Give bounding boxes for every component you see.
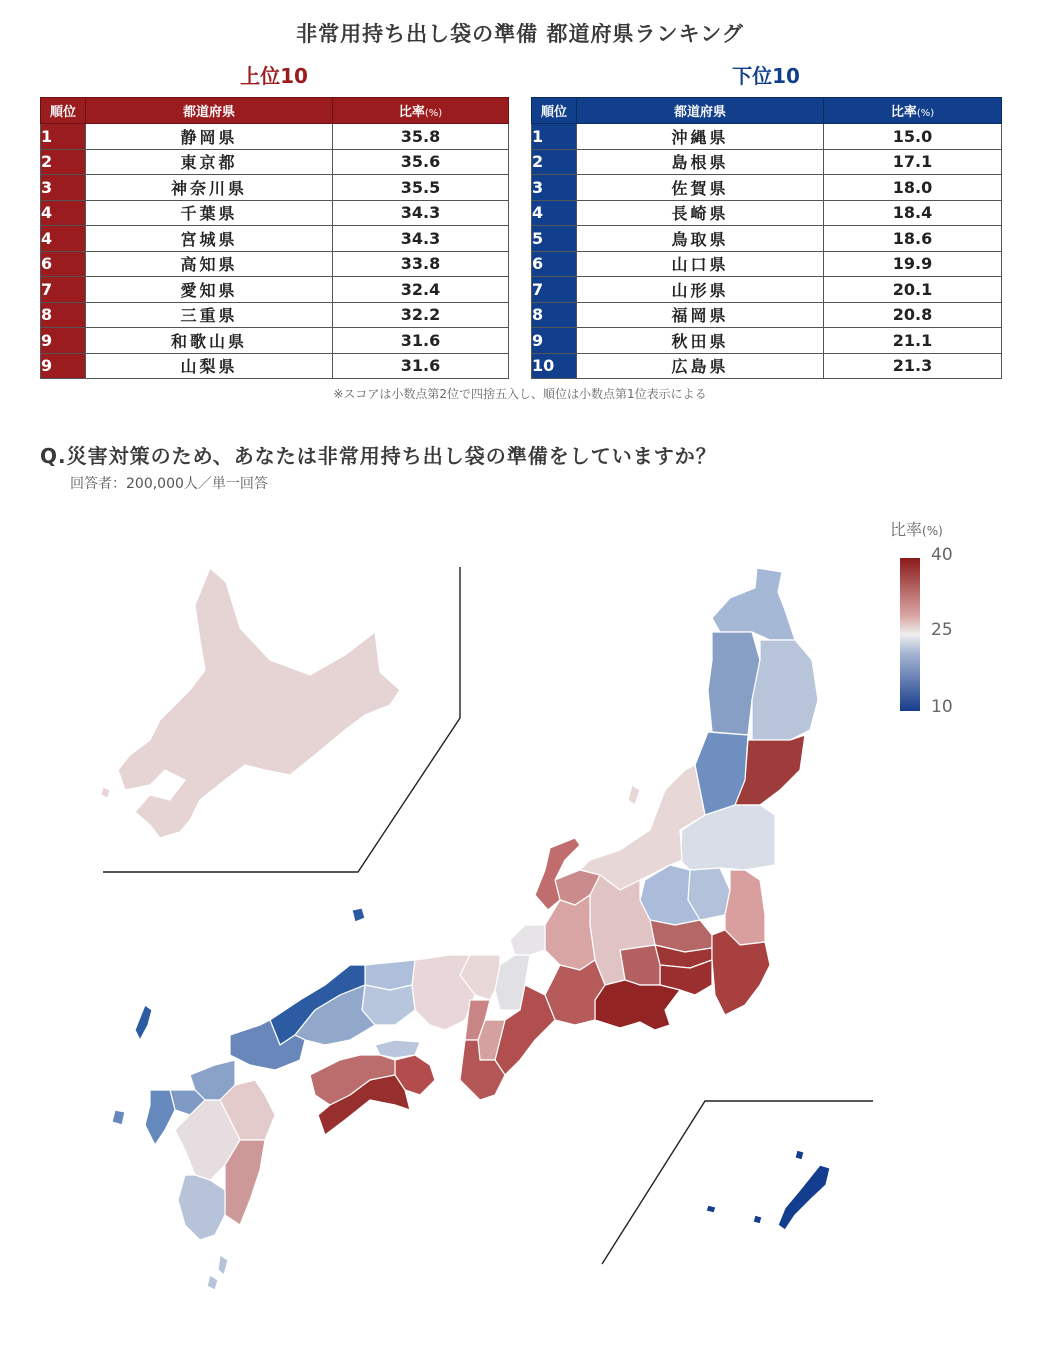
prefecture-cell: 神奈川県 xyxy=(86,175,333,201)
prefecture-cell: 宮城県 xyxy=(86,226,333,252)
ratio-cell: 35.6 xyxy=(333,149,509,175)
ratio-cell: 35.5 xyxy=(333,175,509,201)
prefecture-cell: 和歌山県 xyxy=(86,328,333,354)
region-nagasaki xyxy=(145,1090,175,1145)
rank-cell: 9 xyxy=(41,353,86,379)
respondent-info: 回答者：200,000人／単一回答 xyxy=(70,476,268,492)
score-note: ※スコアは小数点第2位で四捨五入し、順位は小数点第1位表示による xyxy=(333,387,707,401)
region-iwate xyxy=(752,640,818,740)
prefecture-cell: 三重県 xyxy=(86,302,333,328)
ratio-cell: 31.6 xyxy=(333,328,509,354)
rank-cell: 9 xyxy=(532,328,577,354)
rank-cell: 1 xyxy=(41,124,86,150)
rank-cell: 6 xyxy=(532,251,577,277)
prefecture-cell: 山梨県 xyxy=(86,353,333,379)
region-okinawa-isle-2 xyxy=(706,1205,716,1213)
ratio-cell: 18.6 xyxy=(824,226,1002,252)
ratio-cell: 17.1 xyxy=(824,149,1002,175)
rank-cell: 4 xyxy=(41,226,86,252)
region-hokkaido xyxy=(118,568,400,838)
rank-cell: 5 xyxy=(532,226,577,252)
rank-cell: 7 xyxy=(41,277,86,303)
prefecture-cell: 福岡県 xyxy=(577,302,824,328)
rank-cell: 4 xyxy=(532,200,577,226)
region-goto xyxy=(112,1110,125,1125)
prefecture-header: 都道府県 xyxy=(86,98,333,124)
ratio-cell: 21.3 xyxy=(824,353,1002,379)
legend-mid-label: 25 xyxy=(931,620,953,640)
prefecture-cell: 広島県 xyxy=(577,353,824,379)
prefecture-cell: 愛知県 xyxy=(86,277,333,303)
ratio-cell: 15.0 xyxy=(824,124,1002,150)
survey-question: Q.災害対策のため、あなたは非常用持ち出し袋の準備をしていますか？ xyxy=(40,444,717,468)
rank-cell: 10 xyxy=(532,353,577,379)
prefecture-header: 都道府県 xyxy=(577,98,824,124)
prefecture-cell: 長崎県 xyxy=(577,200,824,226)
ratio-cell: 18.4 xyxy=(824,200,1002,226)
region-okinawa xyxy=(778,1165,830,1230)
rank-cell: 3 xyxy=(41,175,86,201)
ratio-header: 比率(%) xyxy=(824,98,1002,124)
region-sado xyxy=(628,785,640,805)
ratio-cell: 18.0 xyxy=(824,175,1002,201)
rank-cell: 2 xyxy=(532,149,577,175)
legend-max-label: 40 xyxy=(931,545,953,565)
bottom10-heading: 下位10 xyxy=(732,64,800,88)
region-yakushima xyxy=(207,1275,218,1290)
rank-cell: 9 xyxy=(41,328,86,354)
region-tanegashima xyxy=(218,1255,228,1275)
region-ibaraki xyxy=(725,870,765,945)
ratio-cell: 31.6 xyxy=(333,353,509,379)
region-okinawa-isle-1 xyxy=(795,1150,804,1160)
okinawa-inset-frame xyxy=(602,1101,873,1264)
prefecture-cell: 秋田県 xyxy=(577,328,824,354)
prefecture-cell: 島根県 xyxy=(577,149,824,175)
prefecture-cell: 静岡県 xyxy=(86,124,333,150)
legend-min-label: 10 xyxy=(931,697,953,717)
ratio-cell: 34.3 xyxy=(333,226,509,252)
ratio-cell: 35.8 xyxy=(333,124,509,150)
prefecture-cell: 千葉県 xyxy=(86,200,333,226)
prefecture-cell: 高知県 xyxy=(86,251,333,277)
ratio-cell: 20.1 xyxy=(824,277,1002,303)
region-yamanashi xyxy=(620,945,660,985)
prefecture-cell: 東京都 xyxy=(86,149,333,175)
legend-title: 比率(%) xyxy=(890,520,943,539)
region-kagoshima xyxy=(178,1175,225,1240)
prefecture-cell: 沖縄県 xyxy=(577,124,824,150)
region-fukui xyxy=(510,925,545,955)
ratio-cell: 34.3 xyxy=(333,200,509,226)
rank-header: 順位 xyxy=(41,98,86,124)
prefecture-cell: 山形県 xyxy=(577,277,824,303)
prefecture-cell: 鳥取県 xyxy=(577,226,824,252)
rank-cell: 4 xyxy=(41,200,86,226)
ratio-header: 比率(%) xyxy=(333,98,509,124)
region-oki xyxy=(352,908,365,922)
region-shizuoka xyxy=(595,980,680,1030)
page-title: 非常用持ち出し袋の準備 都道府県ランキング xyxy=(296,22,744,46)
ratio-cell: 32.4 xyxy=(333,277,509,303)
rank-cell: 2 xyxy=(41,149,86,175)
rank-header: 順位 xyxy=(532,98,577,124)
rank-cell: 6 xyxy=(41,251,86,277)
region-okinawa-isle-3 xyxy=(753,1215,762,1224)
rank-cell: 7 xyxy=(532,277,577,303)
ratio-cell: 20.8 xyxy=(824,302,1002,328)
ratio-cell: 21.1 xyxy=(824,328,1002,354)
top10-heading: 上位10 xyxy=(240,64,308,88)
rank-cell: 8 xyxy=(41,302,86,328)
ratio-cell: 33.8 xyxy=(333,251,509,277)
rank-cell: 3 xyxy=(532,175,577,201)
ratio-cell: 32.2 xyxy=(333,302,509,328)
rank-cell: 1 xyxy=(532,124,577,150)
region-aomori xyxy=(712,568,795,640)
region-tsushima xyxy=(135,1005,152,1040)
prefecture-cell: 山口県 xyxy=(577,251,824,277)
prefecture-cell: 佐賀県 xyxy=(577,175,824,201)
rank-cell: 8 xyxy=(532,302,577,328)
region-hokkaido-island xyxy=(101,787,110,798)
ratio-cell: 19.9 xyxy=(824,251,1002,277)
